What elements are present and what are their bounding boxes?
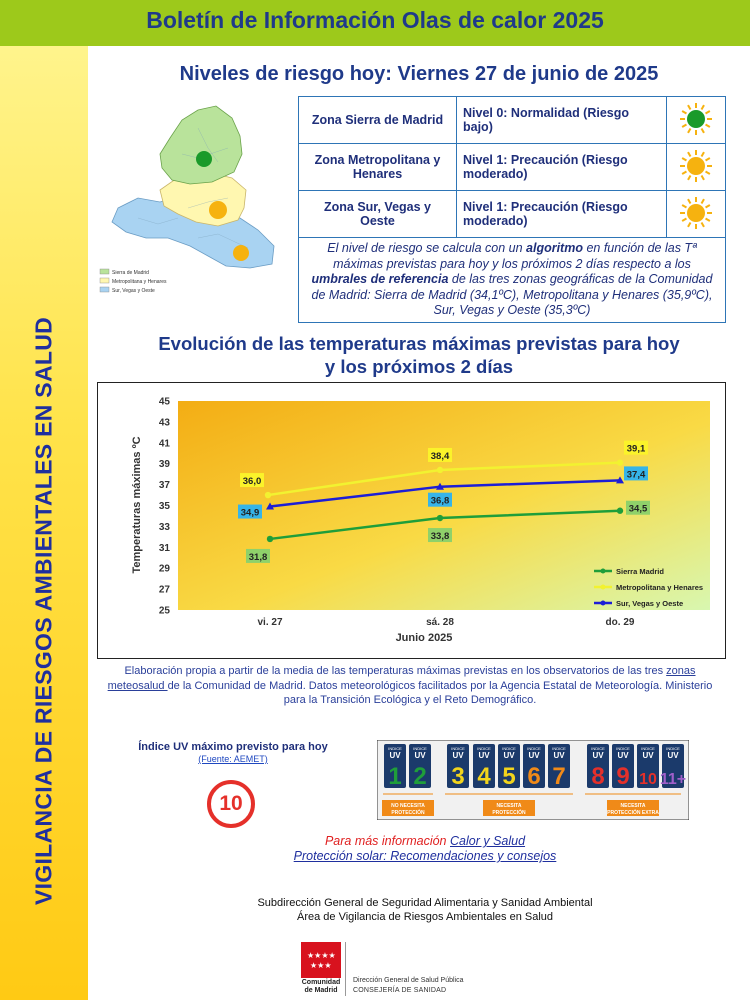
footer xyxy=(200,896,650,924)
y-tick-label: 45 xyxy=(158,396,170,408)
x-tick-label: sá. 28 xyxy=(426,617,454,628)
uv-card-uv: UV xyxy=(667,751,679,760)
data-label: 38,4 xyxy=(430,450,450,462)
footer-line1: Subdirección General de Seguridad Alimentaria y Sanidad Ambiental xyxy=(257,897,593,909)
x-tick-label: do. 29 xyxy=(605,617,635,628)
series-point xyxy=(617,459,623,465)
y-axis-label: Temperaturas máximas ºC xyxy=(131,436,143,574)
svg-text:★★★: ★★★ xyxy=(310,961,332,970)
series-point xyxy=(267,536,273,542)
uv-card-number: 3 xyxy=(451,763,465,790)
risk-row-sierra xyxy=(299,97,726,144)
uv-card-number: 8 xyxy=(591,763,605,790)
series-point xyxy=(437,515,443,521)
legend-label: Sur, Vegas y Oeste xyxy=(616,599,684,608)
uv-card-tag: INDICE xyxy=(666,746,680,751)
logo-name-line1: Comunidad xyxy=(301,979,341,986)
data-label: 37,4 xyxy=(626,469,646,481)
uv-card-uv: UV xyxy=(528,751,540,760)
map-zone-sierra xyxy=(160,106,242,184)
risk-row-south xyxy=(299,191,726,238)
y-tick-label: 37 xyxy=(158,480,170,492)
info-links xyxy=(200,834,650,864)
chart-source-note xyxy=(100,664,720,708)
uv-card-number: 1 xyxy=(388,763,402,790)
uv-card-tag: INDICE xyxy=(527,746,541,751)
y-tick-label: 25 xyxy=(158,605,170,617)
zone-name: Zona Sur, Vegas y Oeste xyxy=(299,191,457,238)
data-label: 39,1 xyxy=(626,443,646,455)
uv-index-value: 10 xyxy=(207,780,255,828)
risk-table xyxy=(298,96,726,323)
bulletin-title: Boletín de Información Olas de calor 2025 xyxy=(146,7,604,33)
x-tick-label: vi. 27 xyxy=(257,617,283,628)
uv-band-label: PROTECCIÓN xyxy=(391,810,425,816)
x-axis-label: Junio 2025 xyxy=(395,632,453,644)
zone-level: Nivel 0: Normalidad (Riesgo bajo) xyxy=(457,97,667,144)
legend-label: Metropolitana y Henares xyxy=(616,583,704,592)
legend-marker xyxy=(601,585,606,590)
logo-name-line2: de Madrid xyxy=(304,987,338,994)
uv-band-label: NECESITA xyxy=(620,803,646,809)
series-point xyxy=(617,508,623,514)
temperature-chart-svg xyxy=(98,383,725,658)
heat-health-link[interactable]: Calor y Salud xyxy=(450,834,526,848)
uv-band-label: PROTECCIÓN xyxy=(492,810,526,816)
sun-protection-link[interactable]: Protección solar: Recomendaciones y consejos xyxy=(293,849,557,863)
uv-card-uv: UV xyxy=(389,751,401,760)
note-thresholds-link[interactable]: umbrales de referencia xyxy=(311,272,449,286)
note-text: de las tres zonas geográficas de la Comunidad de Madrid: Sierra de Madrid (34,1ºC), Metropolitana y Henares (35,9ºC), Sur, Vegas y Oeste (35,3ºC) xyxy=(311,272,713,317)
chart-title-line2: y los próximos 2 días xyxy=(324,356,514,377)
data-label: 34,5 xyxy=(628,503,648,515)
uv-card-tag: INDICE xyxy=(616,746,630,751)
footer-line2: Área de Vigilancia de Riesgos Ambientales en Salud xyxy=(296,911,554,923)
data-label: 36,0 xyxy=(242,476,262,488)
uv-card-tag: INDICE xyxy=(413,746,427,751)
sidebar xyxy=(0,46,88,1000)
uv-card-tag: INDICE xyxy=(388,746,402,751)
data-label: 31,8 xyxy=(248,551,268,563)
zone-level: Nivel 1: Precaución (Riesgo moderado) xyxy=(457,144,667,191)
sun-icon xyxy=(667,97,726,144)
uv-card-uv: UV xyxy=(642,751,654,760)
map-legend-metro: Metropolitana y Henares xyxy=(112,279,167,285)
y-tick-label: 29 xyxy=(158,563,170,575)
map-dot-metro xyxy=(209,201,227,219)
logo-name xyxy=(298,979,344,995)
uv-card-number: 2 xyxy=(413,763,427,790)
uv-card-tag: INDICE xyxy=(591,746,605,751)
logo-flag xyxy=(301,942,341,978)
y-tick-label: 31 xyxy=(158,542,170,554)
map-dot-south xyxy=(233,245,249,261)
y-tick-label: 35 xyxy=(158,501,170,512)
map-dot-sierra xyxy=(196,151,212,167)
uv-card-number: 6 xyxy=(527,763,541,790)
data-label: 36,8 xyxy=(430,495,450,507)
y-tick-label: 41 xyxy=(158,438,170,450)
uv-card-tag: INDICE xyxy=(502,746,516,751)
uv-band-label: NO NECESITA xyxy=(391,803,425,809)
y-tick-label: 43 xyxy=(158,417,170,429)
risk-row-metro xyxy=(299,144,726,191)
uv-card-uv: UV xyxy=(553,751,565,760)
uv-card-uv: UV xyxy=(452,751,464,760)
risk-note xyxy=(299,238,726,323)
uv-card-number: 5 xyxy=(502,763,516,790)
uv-card-tag: INDICE xyxy=(641,746,655,751)
uv-card-tag: INDICE xyxy=(477,746,491,751)
uv-card-tag: INDICE xyxy=(451,746,465,751)
uv-card-tag: INDICE xyxy=(552,746,566,751)
series-point xyxy=(265,492,271,498)
data-label: 34,9 xyxy=(240,507,260,519)
sun-icon xyxy=(667,191,726,238)
meteosalud-zones-link[interactable]: zonas meteosalud xyxy=(107,665,696,692)
uv-card-number: 10 xyxy=(639,771,657,788)
logo-separator xyxy=(345,942,346,996)
risk-title: Niveles de riesgo hoy: Viernes 27 de junio de 2025 xyxy=(179,63,659,85)
source-text: de la Comunidad de Madrid. Datos meteorológicos facilitados por la Agencia Estatal de Meteorología. Ministerio para la Transición Ecológica y el Reto Demográfico. xyxy=(167,679,713,706)
temperature-chart xyxy=(97,382,726,659)
uv-band-label: NECESITA xyxy=(496,803,522,809)
chart-title-line1: Evolución de las temperaturas máximas previstas para hoy xyxy=(158,333,680,354)
series-point xyxy=(437,467,443,473)
uv-scale-graphic xyxy=(377,740,689,820)
uv-card-uv: UV xyxy=(414,751,426,760)
risk-note-row xyxy=(299,238,726,323)
sidebar-title: VIGILANCIA DE RIESGOS AMBIENTALES EN SALUD xyxy=(30,316,57,906)
source-text: Elaboración propia a partir de la media de las temperaturas máximas previstas en los observatorios de las tres xyxy=(124,665,667,677)
uv-title: Índice UV máximo previsto para hoy xyxy=(138,741,328,753)
comunidad-madrid-logo xyxy=(298,942,518,998)
legend-marker xyxy=(601,569,606,574)
uv-band-label: PROTECCIÓN EXTRA xyxy=(607,810,659,816)
header-banner xyxy=(0,0,750,46)
uv-card-uv: UV xyxy=(503,751,515,760)
map-legend-south: Sur, Vegas y Oeste xyxy=(112,288,155,294)
zone-level: Nivel 1: Precaución (Riesgo moderado) xyxy=(457,191,667,238)
map-legend-sierra: Sierra de Madrid xyxy=(112,270,149,276)
y-tick-label: 27 xyxy=(158,584,170,596)
legend-label: Sierra Madrid xyxy=(616,567,664,576)
note-algorithm-link[interactable]: algoritmo xyxy=(526,241,583,255)
note-text: en función de las Tª máximas previstas para hoy y los próximos 2 días respecto a los xyxy=(333,241,697,271)
legend-marker xyxy=(601,601,606,606)
chart-title xyxy=(88,332,750,378)
note-text: El nivel de riesgo se calcula con un xyxy=(327,241,527,255)
uv-card-number: 9 xyxy=(616,763,630,790)
data-label: 33,8 xyxy=(430,531,450,543)
logo-department: Dirección General de Salud Pública xyxy=(353,977,464,984)
y-tick-label: 33 xyxy=(158,521,170,533)
sun-icon xyxy=(667,144,726,191)
uv-card-uv: UV xyxy=(617,751,629,760)
y-tick-label: 39 xyxy=(158,459,170,471)
uv-card-uv: UV xyxy=(478,751,490,760)
svg-text:★★★★: ★★★★ xyxy=(307,951,336,960)
uv-card-number: 4 xyxy=(477,763,491,790)
uv-card-number: 11+ xyxy=(659,771,687,788)
logo-council: CONSEJERÍA DE SANIDAD xyxy=(353,987,447,994)
zone-name: Zona Sierra de Madrid xyxy=(299,97,457,144)
madrid-zones-map xyxy=(98,98,288,298)
uv-card-uv: UV xyxy=(592,751,604,760)
uv-card-number: 7 xyxy=(552,763,566,790)
zone-name: Zona Metropolitana y Henares xyxy=(299,144,457,191)
info-prefix: Para más información xyxy=(324,834,450,848)
uv-source-link[interactable]: (Fuente: AEMET) xyxy=(198,754,268,764)
